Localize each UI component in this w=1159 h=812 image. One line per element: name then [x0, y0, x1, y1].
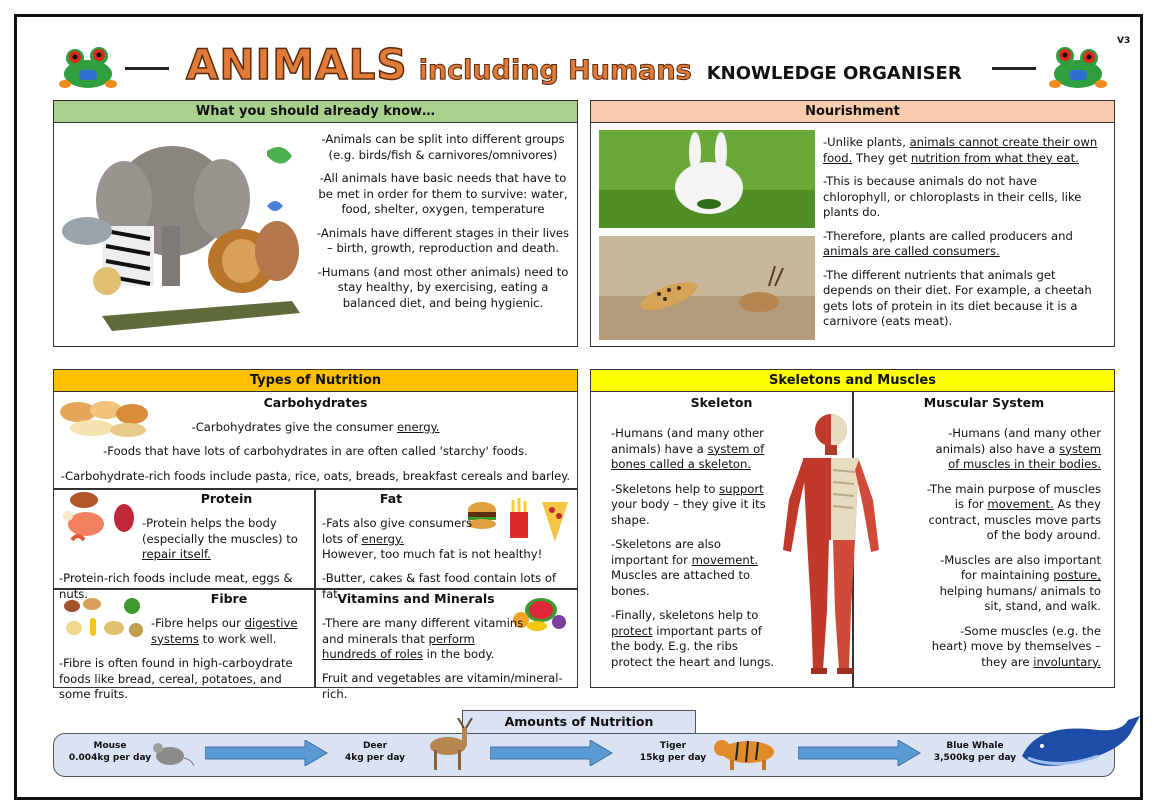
protein-image	[60, 490, 140, 550]
title-dash-right	[992, 67, 1036, 70]
protein-line-1: -Protein helps the body (especially the muscles) to repair itself.	[142, 516, 298, 561]
nutrition-heading: Types of Nutrition	[54, 370, 577, 392]
frog-right-image	[1045, 38, 1111, 94]
skeletons-panel	[590, 369, 1115, 688]
nourishment-p1: -Unlike plants, animals cannot create their own food. They get nutrition from what they eat.	[823, 135, 1098, 165]
cheetah-image	[599, 236, 815, 340]
amount-value-mouse: 0.004kg per day	[68, 753, 152, 763]
already-know-point-2: -All animals have basic needs that have to be met in order for them to survive: water, food, shelter, oxygen, temperature	[318, 171, 568, 216]
animals-collage-image	[62, 131, 317, 343]
carbs-line-3: -Carbohydrate-rich foods include pasta, rice, oats, breads, breakfast cereals and barley.	[60, 469, 571, 483]
mouse-image	[148, 738, 194, 768]
skeleton-text	[611, 426, 776, 678]
title-dash-left	[125, 67, 169, 70]
arrow-3	[798, 740, 922, 766]
amount-value-tiger: 15kg per day	[639, 753, 707, 763]
already-know-point-4: -Humans (and most other animals) need to stay healthy, by exercising, eating a balanced diet, and being hygienic.	[317, 264, 569, 310]
already-know-point-3: -Animals have different stages in their lives – birth, growth, reproduction and death.	[316, 225, 570, 255]
amount-item-tiger	[628, 740, 718, 764]
amount-item-deer	[330, 740, 420, 764]
protein-title: Protein	[200, 491, 253, 506]
nourishment-p2: -This is because animals do not have chlorophyll, or chloroplasts in their cells, like plants do.	[823, 174, 1082, 219]
title-main: ANIMALS	[186, 40, 408, 89]
amount-value-deer: 4kg per day	[344, 753, 406, 763]
fat-line-1: -Fats also give consumers lots of energy.	[322, 516, 473, 546]
fibre-line-2: -Fibre is often found in high-carboydrate foods like bread, cereal, potatoes, and some fruits.	[59, 656, 293, 701]
fat-line-2: -Butter, cakes & fast food contain lots of fat.	[322, 571, 557, 601]
already-know-point-1: -Animals can be split into different groups (e.g. birds/fish & carnivores/omnivores)	[321, 132, 565, 162]
fibre-title: Fibre	[210, 591, 248, 606]
already-know-heading: What you should already know…	[54, 101, 577, 123]
nourishment-p4: -The different nutrients that animals get depends on their diet. For example, a cheetah gets lots of protein in its diet because it is a carnivore (eats meat).	[823, 267, 1092, 328]
page-title	[186, 40, 962, 89]
already-know-text	[316, 132, 570, 319]
amount-item-whale	[925, 740, 1025, 764]
deer-image	[420, 718, 476, 772]
fat-title: Fat	[379, 491, 403, 506]
muscular-p4: -Some muscles (e.g. the heart) move by themselves – they are involuntary.	[931, 623, 1101, 669]
version-label: V3	[1117, 36, 1131, 46]
human-muscle-skeleton-image	[771, 410, 891, 678]
vitamins-line-2: Fruit and vegetables are vitamin/mineral-rich.	[322, 671, 563, 701]
skeleton-p4: -Finally, skeletons help to protect important parts of the body. E.g. the ribs protect the heart and lungs.	[611, 608, 775, 669]
vitamins-line-1: -There are many different vitamins and minerals that perform hundreds of roles in the body.	[322, 616, 524, 661]
amount-item-mouse	[60, 740, 160, 764]
frog-left-image	[55, 38, 121, 94]
fat-line-1b: However, too much fat is not healthy!	[322, 547, 543, 561]
muscular-p3: -Muscles are also important for maintaining posture, helping humans/ animals to sit, stand, and walk.	[939, 552, 1101, 613]
skeleton-p3: -Skeletons are also important for movement. Muscles are attached to bones.	[611, 537, 758, 598]
muscular-p1: -Humans (and many other animals) also have a system of muscles in their bodies.	[935, 426, 1101, 471]
nourishment-heading: Nourishment	[591, 101, 1114, 123]
carbs-title: Carbohydrates	[263, 395, 368, 410]
carbs-line-2: -Foods that have lots of carbohydrates in are often called 'starchy' foods.	[103, 444, 528, 458]
skeleton-title: Skeleton	[690, 395, 753, 410]
fast-food-image	[466, 496, 572, 544]
amount-name-deer: Deer	[362, 741, 388, 751]
tiger-image	[710, 732, 786, 772]
muscular-title: Muscular System	[923, 395, 1045, 410]
arrow-1	[205, 740, 329, 766]
amount-name-mouse: Mouse	[93, 741, 127, 751]
muscular-p2: -The main purpose of muscles is for movement. As they contract, muscles move parts of the body around.	[926, 481, 1101, 542]
already-know-panel	[53, 100, 578, 347]
amount-name-tiger: Tiger	[659, 741, 687, 751]
protein-line-2: -Protein-rich foods include meat, eggs & nuts.	[59, 571, 293, 601]
fibre-line-1: -Fibre helps our digestive systems to work well.	[151, 616, 298, 646]
carbs-line-1: -Carbohydrates give the consumer energy.	[191, 420, 440, 434]
vitamins-title: Vitamins and Minerals	[337, 591, 495, 606]
skeletons-heading: Skeletons and Muscles	[591, 370, 1114, 392]
nourishment-text	[823, 135, 1107, 338]
fibre-image	[60, 596, 146, 640]
arrow-2	[490, 740, 614, 766]
blue-whale-image	[1018, 712, 1142, 774]
title-sub: including Humans	[418, 55, 692, 86]
amounts-heading: Amounts of Nutrition	[462, 710, 696, 734]
skeleton-p2: -Skeletons help to support your body – they give it its shape.	[611, 481, 766, 527]
muscular-text	[926, 426, 1101, 678]
nourishment-p3: -Therefore, plants are called producers and animals are called consumers.	[823, 228, 1073, 258]
nutrition-panel	[53, 369, 578, 701]
skeleton-p1: -Humans (and many other animals) have a system of bones called a skeleton.	[611, 426, 765, 471]
amount-name-whale: Blue Whale	[946, 741, 1004, 751]
nourishment-panel	[590, 100, 1115, 347]
rabbit-image	[599, 130, 815, 228]
title-ko: KNOWLEDGE ORGANISER	[706, 63, 962, 84]
amount-value-whale: 3,500kg per day	[933, 753, 1017, 763]
